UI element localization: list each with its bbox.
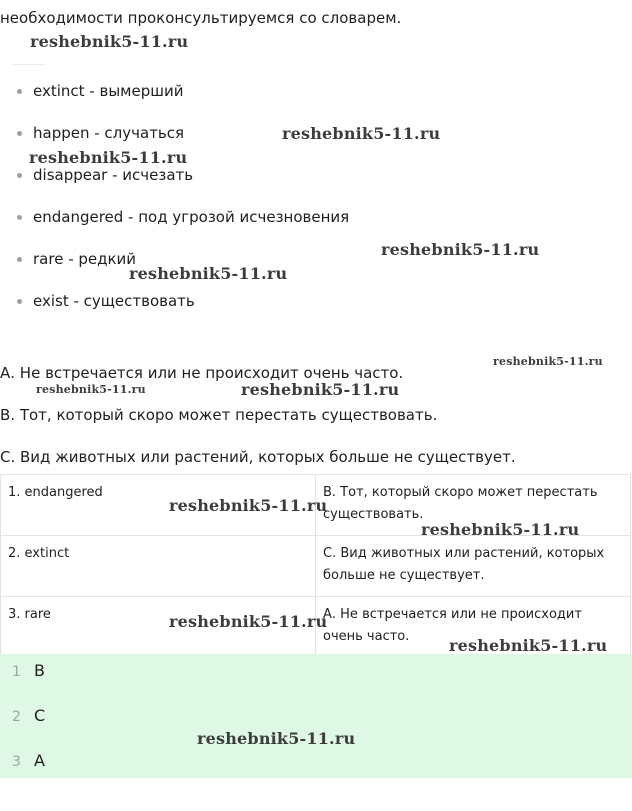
answer-row	[0, 748, 45, 774]
bullet-icon	[17, 131, 22, 136]
bullet-icon	[17, 215, 22, 220]
watermark: reshebnik5-11.ru	[381, 240, 540, 259]
vocab-item	[0, 80, 349, 122]
vocab-item-text: rare - редкий	[33, 250, 137, 268]
watermark: reshebnik5-11.ru	[197, 729, 356, 748]
vocab-item	[0, 290, 349, 332]
answer-block	[0, 654, 632, 778]
watermark: reshebnik5-11.ru	[169, 496, 328, 515]
watermark: reshebnik5-11.ru	[421, 520, 580, 539]
watermark: reshebnik5-11.ru	[30, 32, 189, 51]
definition-a: А. Не встречается или не происходит очень часто.	[0, 364, 404, 382]
table-row	[1, 536, 631, 597]
vocab-item-text: endangered - под угрозой исчезновения	[33, 208, 350, 226]
watermark: reshebnik5-11.ru	[169, 612, 328, 631]
watermark: reshebnik5-11.ru	[36, 383, 146, 396]
bullet-icon	[17, 89, 22, 94]
vocab-item-text: disappear - исчезать	[33, 166, 194, 184]
watermark: reshebnik5-11.ru	[449, 636, 608, 655]
vocab-item-text: happen - случаться	[33, 124, 185, 142]
vocab-item-text: exist - существовать	[33, 292, 195, 310]
definition-c: С. Вид животных или растений, которых больше не существует.	[0, 448, 516, 466]
answer-value: C	[34, 706, 46, 725]
answer-value: B	[34, 661, 45, 680]
watermark: reshebnik5-11.ru	[282, 124, 441, 143]
table-cell-definition: В. Тот, который скоро может перестать существовать.	[316, 475, 631, 536]
vocab-item	[0, 164, 349, 206]
answer-value: A	[34, 751, 45, 770]
table-cell-word: 1. endangered	[1, 475, 316, 536]
bullet-icon	[17, 173, 22, 178]
vocab-item-text: extinct - вымерший	[33, 82, 184, 100]
watermark: reshebnik5-11.ru	[29, 148, 188, 167]
table-cell-definition: А. Не встречается или не происходит очень часто.	[316, 597, 631, 658]
table-cell-word: 2. extinct	[1, 536, 316, 597]
vocab-item	[0, 206, 349, 248]
answer-number: 2	[12, 709, 21, 725]
watermark: reshebnik5-11.ru	[129, 264, 288, 283]
watermark: reshebnik5-11.ru	[241, 380, 400, 399]
vocabulary-list	[0, 80, 349, 332]
answer-row	[0, 658, 45, 684]
answer-number: 1	[12, 664, 21, 680]
bullet-icon	[17, 299, 22, 304]
answer-row	[0, 703, 45, 729]
definition-b: В. Тот, который скоро может перестать существовать.	[0, 406, 438, 424]
watermark: reshebnik5-11.ru	[493, 355, 603, 368]
intro-text: необходимости проконсультируемся со словарем.	[0, 9, 402, 27]
answer-number: 3	[12, 754, 21, 770]
divider	[12, 64, 46, 65]
table-cell-word: 3. rare	[1, 597, 316, 658]
bullet-icon	[17, 257, 22, 262]
table-cell-definition: С. Вид животных или растений, которых больше не существует.	[316, 536, 631, 597]
